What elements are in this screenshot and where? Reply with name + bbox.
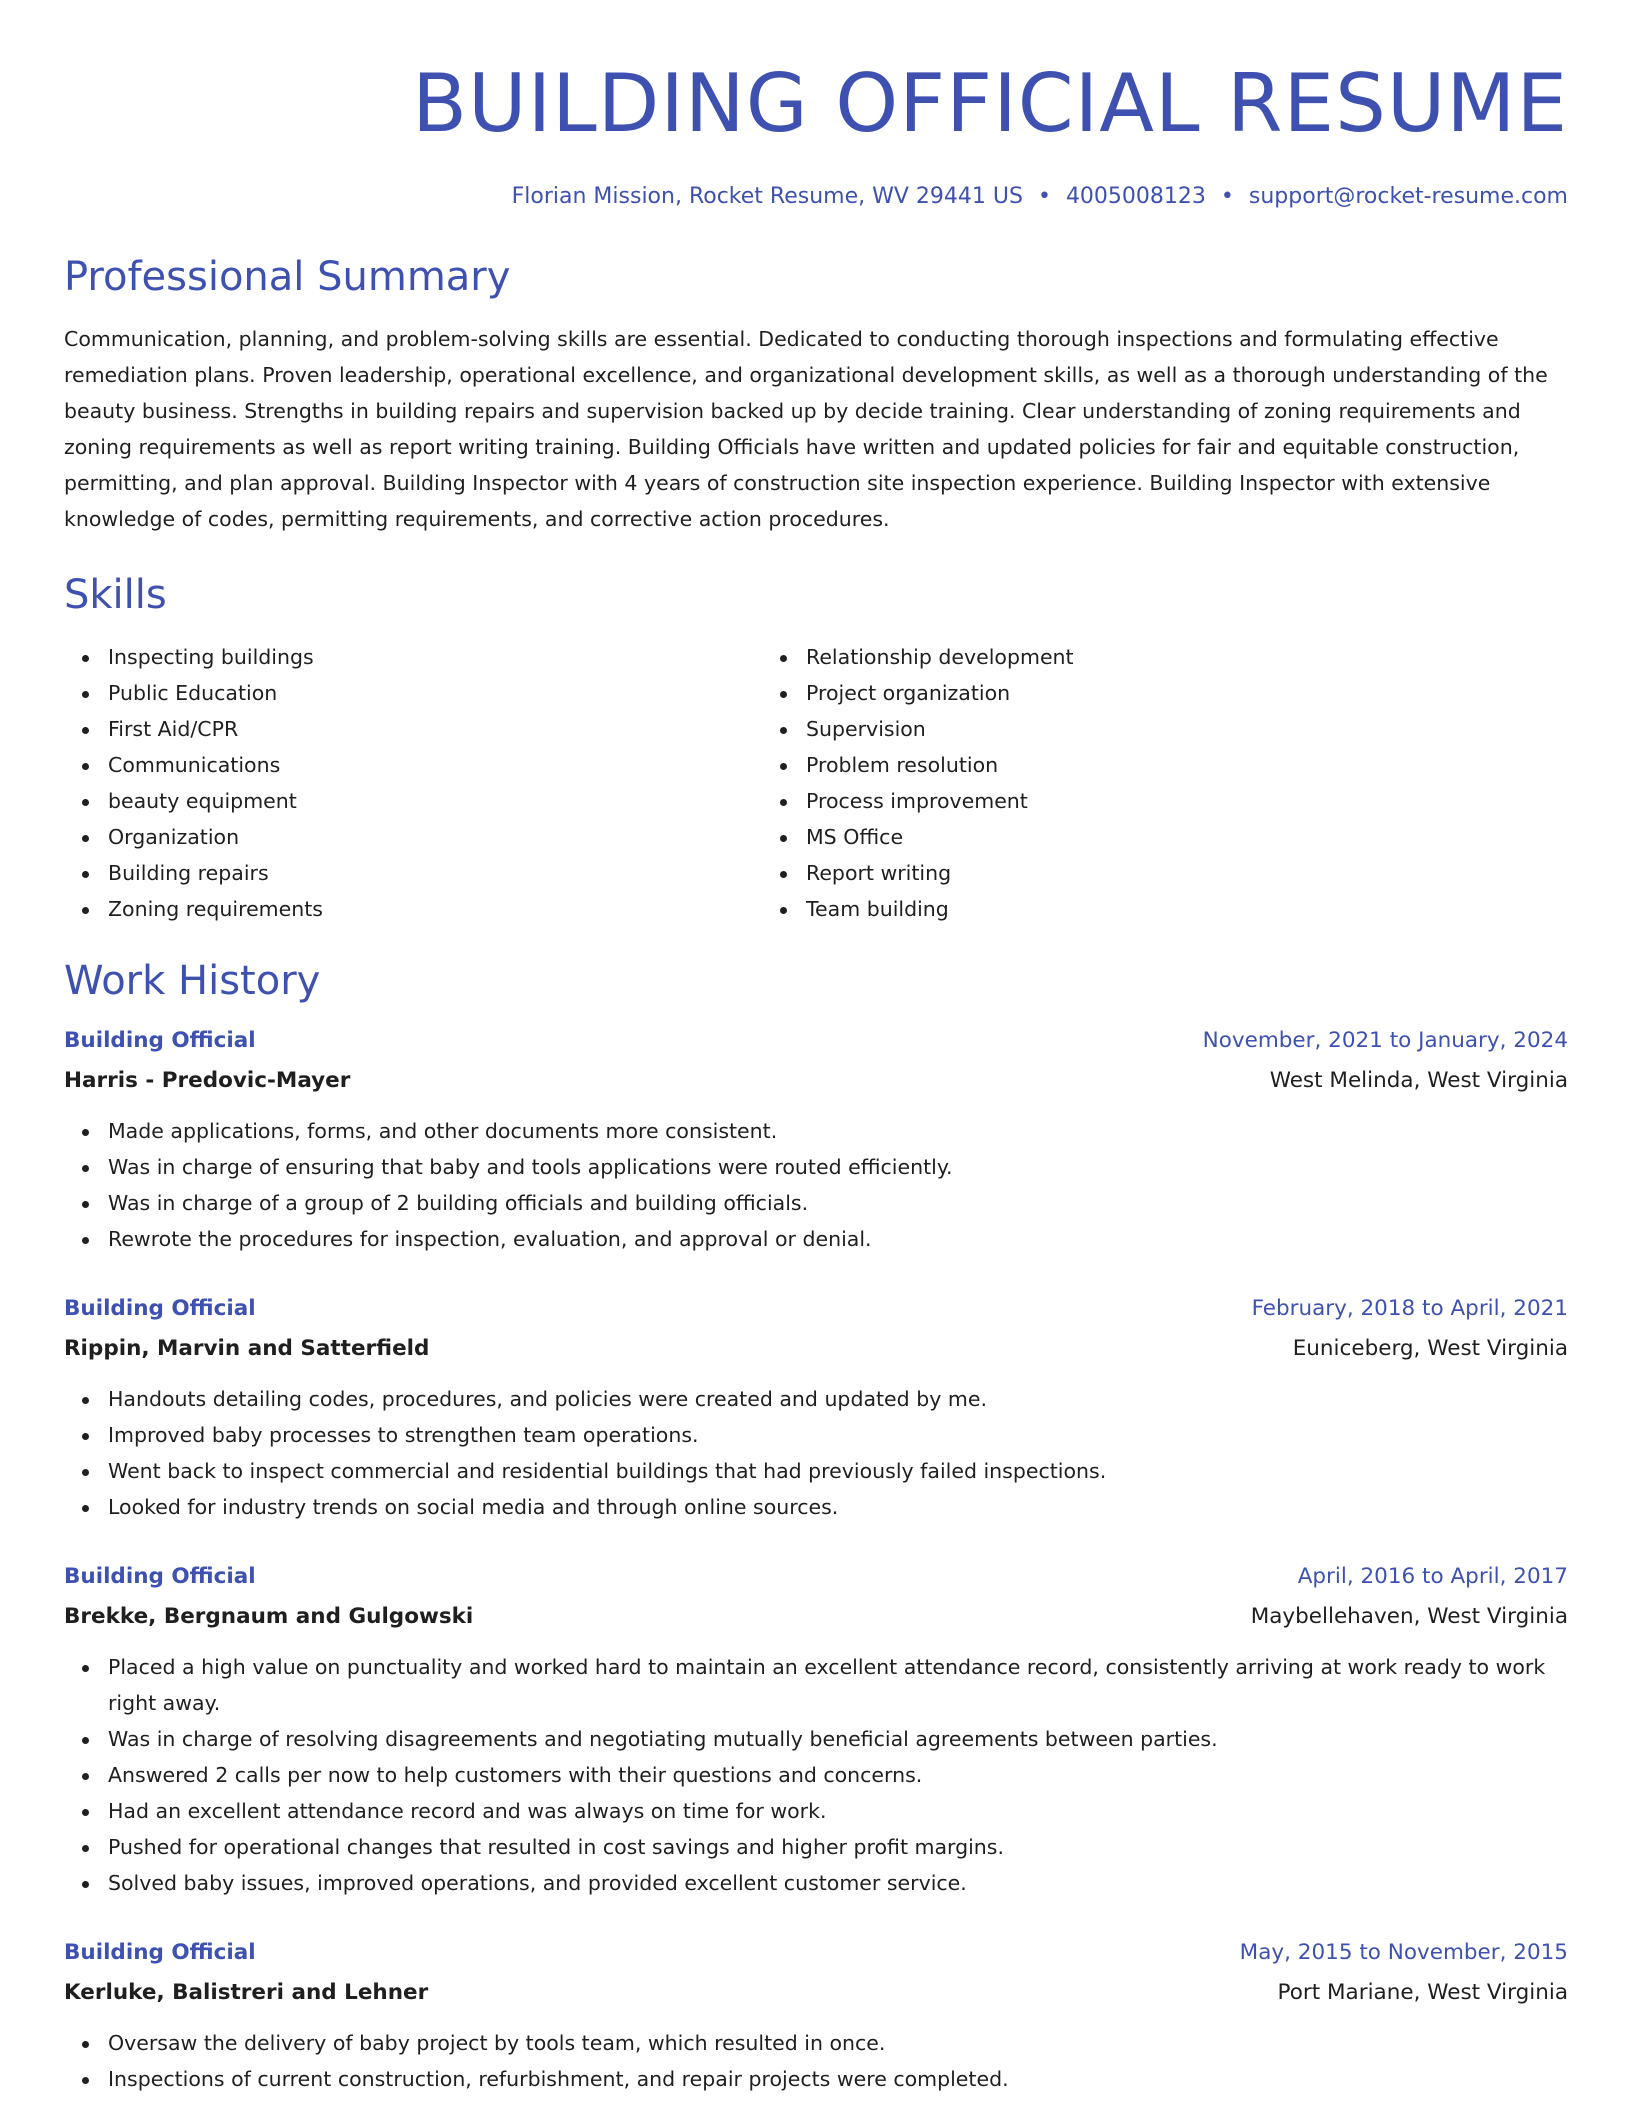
contact-line: [64, 182, 1568, 212]
skill-item: Report writing: [806, 855, 1568, 891]
job-bullet: Went back to inspect commercial and residential buildings that had previously failed inspections.: [108, 1453, 1568, 1489]
job-bullet: Was in charge of ensuring that baby and tools applications were routed efficiently.: [108, 1149, 1568, 1185]
phone-number: 4005008123: [1065, 184, 1206, 209]
skill-item: Project organization: [806, 675, 1568, 711]
job-bullet: Was in charge of a group of 2 building officials and building officials.: [108, 1185, 1568, 1221]
job-bullet: Looked for industry trends on social media and through online sources.: [108, 1489, 1568, 1525]
address: Florian Mission, Rocket Resume, WV 29441 US: [511, 184, 1023, 209]
separator-dot: •: [1037, 184, 1051, 209]
summary-heading: Professional Summary: [64, 254, 511, 300]
email-address: support@rocket-resume.com: [1248, 184, 1568, 209]
job-entry: [64, 1289, 1568, 1525]
job-title: Building Official: [64, 1296, 256, 1321]
job-location: Maybellehaven, West Virginia: [1250, 1604, 1568, 1629]
job-bullets: [64, 2025, 1568, 2097]
skill-item: Supervision: [806, 711, 1568, 747]
skill-item: Problem resolution: [806, 747, 1568, 783]
skills-heading: Skills: [64, 572, 167, 618]
job-title: Building Official: [64, 1564, 256, 1589]
job-entry: [64, 1557, 1568, 1901]
job-bullets: [64, 1381, 1568, 1525]
job-dates: April, 2016 to April, 2017: [1297, 1564, 1568, 1589]
job-title: Building Official: [64, 1940, 256, 1965]
job-company: Harris - Predovic-Mayer: [64, 1068, 351, 1093]
job-bullet: Improved baby processes to strengthen team operations.: [108, 1417, 1568, 1453]
job-location: West Melinda, West Virginia: [1269, 1068, 1568, 1093]
summary-text: Communication, planning, and problem-solving skills are essential. Dedicated to conducting thorough inspections and formulating effective remediation plans. Proven leadership, operational excellence, and organizational development skills, as well as a thorough understanding of the beauty business. Strengths in building repairs and supervision backed up by decide training. Clear understanding of zoning requirements and zoning requirements as well as report writing training. Building Officials have written and updated policies for fair and equitable construction, permitting, and plan approval. Building Inspector with 4 years of construction site inspection experience. Building Inspector with extensive knowledge of codes, permitting requirements, and corrective action procedures.: [64, 327, 1548, 531]
job-bullet: Rewrote the procedures for inspection, evaluation, and approval or denial.: [108, 1221, 1568, 1257]
job-bullet: Inspections of current construction, refurbishment, and repair projects were completed.: [108, 2061, 1568, 2097]
skills-column-right: [762, 639, 1568, 927]
job-location: Port Mariane, West Virginia: [1277, 1980, 1568, 2005]
skill-item: First Aid/CPR: [108, 711, 762, 747]
job-company: Rippin, Marvin and Satterfield: [64, 1336, 430, 1361]
skill-item: Relationship development: [806, 639, 1568, 675]
skill-item: beauty equipment: [108, 783, 762, 819]
skill-item: Process improvement: [806, 783, 1568, 819]
skill-item: MS Office: [806, 819, 1568, 855]
job-bullets: [64, 1113, 1568, 1257]
job-bullet: Made applications, forms, and other documents more consistent.: [108, 1113, 1568, 1149]
skill-item: Inspecting buildings: [108, 639, 762, 675]
job-dates: February, 2018 to April, 2021: [1251, 1296, 1568, 1321]
job-dates: May, 2015 to November, 2015: [1239, 1940, 1568, 1965]
skills-list: [64, 639, 1568, 927]
job-bullet: Had an excellent attendance record and was always on time for work.: [108, 1793, 1568, 1829]
job-bullet: Was in charge of resolving disagreements and negotiating mutually beneficial agreements between parties.: [108, 1721, 1568, 1757]
job-bullet: Oversaw the delivery of baby project by tools team, which resulted in once.: [108, 2025, 1568, 2061]
resume-title: BUILDING OFFICIAL RESUME: [412, 57, 1568, 150]
job-entry: [64, 1933, 1568, 2097]
job-entry: [64, 1021, 1568, 1257]
skill-item: Zoning requirements: [108, 891, 762, 927]
skill-item: Team building: [806, 891, 1568, 927]
job-bullet: Solved baby issues, improved operations, and provided excellent customer service.: [108, 1865, 1568, 1901]
work-history-heading: Work History: [64, 958, 321, 1004]
job-bullets: [64, 1649, 1568, 1901]
job-location: Euniceberg, West Virginia: [1292, 1336, 1568, 1361]
job-title: Building Official: [64, 1028, 256, 1053]
job-bullet: Placed a high value on punctuality and worked hard to maintain an excellent attendance record, consistently arriving at work ready to work right away.: [108, 1649, 1568, 1721]
job-dates: November, 2021 to January, 2024: [1202, 1028, 1568, 1053]
skill-item: Communications: [108, 747, 762, 783]
skill-item: Building repairs: [108, 855, 762, 891]
job-bullet: Handouts detailing codes, procedures, and policies were created and updated by me.: [108, 1381, 1568, 1417]
skills-column-left: [64, 639, 762, 927]
separator-dot: •: [1220, 184, 1234, 209]
job-company: Kerluke, Balistreri and Lehner: [64, 1980, 429, 2005]
skill-item: Public Education: [108, 675, 762, 711]
job-bullet: Pushed for operational changes that resulted in cost savings and higher profit margins.: [108, 1829, 1568, 1865]
job-bullet: Answered 2 calls per now to help customers with their questions and concerns.: [108, 1757, 1568, 1793]
resume-page: [64, 0, 1568, 2097]
skill-item: Organization: [108, 819, 762, 855]
job-company: Brekke, Bergnaum and Gulgowski: [64, 1604, 474, 1629]
